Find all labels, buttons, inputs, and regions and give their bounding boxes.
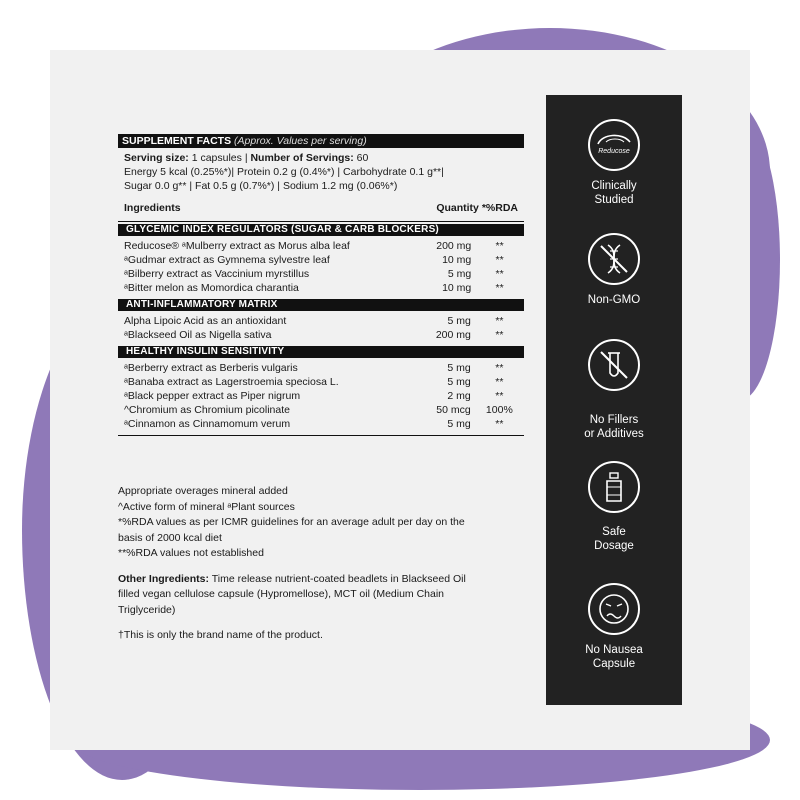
ingredient-name: ᵃBanaba extract as Lagerstroemia speciosa L. [124,376,339,388]
ingredient-table [118,314,524,342]
ingredient-rda: ** [495,418,504,430]
serving-label: Serving size: [124,152,189,164]
ingredient-name: ᵃBlack pepper extract as Piper nigrum [124,390,301,402]
ingredient-qty: 5 mg [447,315,471,327]
note-line: **%RDA values not established [118,547,264,559]
ingredient-name: ᵃBerberry extract as Berberis vulgaris [124,362,298,374]
ingredient-qty: 200 mg [435,329,471,341]
ingredient-rda: ** [495,268,504,280]
divider [118,435,524,436]
ingredient-name: ᵃBitter melon as Momordica charantia [124,282,299,294]
table-row [118,267,524,281]
ingredient-rda: ** [495,376,504,388]
feature-label: Studied [594,194,634,206]
ingredient-qty: 5 mg [447,362,471,374]
table-row [118,361,524,375]
table-row [118,375,524,389]
header-ingredients: Ingredients [124,202,181,214]
other-ingredients-label: Other Ingredients: [118,572,210,585]
feature-label: Capsule [592,658,636,670]
feature-safe-dosage [546,461,682,553]
note-line: Triglyceride) [118,603,176,616]
note-line: filled vegan cellulose capsule (Hypromellose), MCT oil (Medium Chain [118,588,445,600]
table-row [118,253,524,267]
table-row [118,389,524,403]
ingredient-qty: 50 mcg [436,404,471,416]
note-line: *%RDA values as per ICMR guidelines for an average adult per day on the [118,516,465,528]
ingredient-rda: ** [495,240,504,252]
table-row [118,328,524,342]
header-quantity: Quantity *%RDA [436,202,518,214]
brand-note: †This is only the brand name of the product. [118,629,323,641]
feature-label: Safe [602,526,626,538]
features-panel [546,95,682,705]
ingredient-table [118,361,524,431]
facts-title-note: (Approx. Values per serving) [234,135,367,147]
ingredient-rda: 100% [485,404,513,416]
label-notes [118,484,528,644]
feature-no-fillers [546,339,682,441]
section-title: ANTI-INFLAMMATORY MATRIX [118,299,524,311]
feature-label: Clinically [591,180,637,192]
ingredient-name: ᵃBilberry extract as Vaccinium myrstillus [124,268,310,280]
feature-label: No Fillers [589,414,639,426]
feature-label: Non-GMO [587,294,641,306]
ingredient-rda: ** [495,282,504,294]
feature-label: or Additives [584,428,644,440]
reducose-logo-icon [588,119,640,171]
ingredient-qty: 5 mg [447,418,471,430]
ingredient-qty: 10 mg [442,282,472,294]
table-row [118,239,524,253]
ingredient-name: Reducose® ᵃMulberry extract as Morus alba leaf [124,240,350,252]
ingredient-qty: 5 mg [447,268,472,280]
serving-value: 1 capsules [191,152,242,164]
nutrition-line: Sugar 0.0 g** | Fat 0.5 g (0.7%*) | Sodium 1.2 mg (0.06%*) [124,180,398,192]
supplement-facts [118,134,524,436]
facts-title: SUPPLEMENT FACTS [122,135,232,147]
facts-title-bar [118,134,524,148]
non-gmo-icon [588,233,640,285]
ingredient-qty: 5 mg [447,376,471,388]
ingredient-rda: ** [495,254,504,266]
ingredient-rda: ** [495,315,504,327]
ingredient-qty: 200 mg [436,240,472,252]
ingredient-name: Alpha Lipoic Acid as an antioxidant [124,315,287,327]
ingredient-qty: 10 mg [442,254,472,266]
section-title: GLYCEMIC INDEX REGULATORS (SUGAR & CARB BLOCKERS) [118,224,524,236]
ingredient-name: ᵃCinnamon as Cinnamomum verum [124,418,291,430]
servings-value: 60 [356,152,369,164]
ingredient-rda: ** [495,390,504,402]
feature-label: No Nausea [585,644,643,656]
other-ingredients-text: Time release nutrient-coated beadlets in Blackseed Oil [209,572,466,585]
nausea-face-icon [588,583,640,635]
nutrition-line: Energy 5 kcal (0.25%*)| Protein 0.2 g (0.4%*) | Carbohydrate 0.1 g**| [124,166,444,178]
ingredient-table [118,239,524,295]
feature-non-gmo [546,233,682,307]
serving-line: Serving size: 1 capsules | Number of Servings: 60 [124,152,369,164]
table-row [118,403,524,417]
bottle-icon [588,461,640,513]
feature-no-nausea [546,583,682,671]
table-row [118,281,524,295]
feature-clinically-studied [546,119,682,207]
ingredient-rda: ** [495,362,504,374]
ingredient-name: ᵃGudmar extract as Gymnema sylvestre leaf [124,254,330,266]
table-row [118,314,524,328]
divider [118,221,524,222]
ingredient-name: ᵃBlackseed Oil as Nigella sativa [124,329,272,341]
ingredient-name: ^Chromium as Chromium picolinate [124,404,290,416]
note-line: Appropriate overages mineral added [118,485,288,497]
ingredient-qty: 2 mg [447,390,471,402]
note-line: basis of 2000 kcal diet [118,531,222,544]
section-title: HEALTHY INSULIN SENSITIVITY [118,346,524,358]
no-fillers-icon [588,339,640,391]
table-row [118,417,524,431]
other-ingredients [118,572,528,588]
feature-label: Dosage [594,540,634,552]
table-header [118,201,524,215]
servings-label: Number of Servings: [250,152,354,164]
note-line: ^Active form of mineral ᵃPlant sources [118,500,295,513]
reducose-logo-text: Reducose [598,148,630,155]
ingredient-rda: ** [495,329,504,341]
